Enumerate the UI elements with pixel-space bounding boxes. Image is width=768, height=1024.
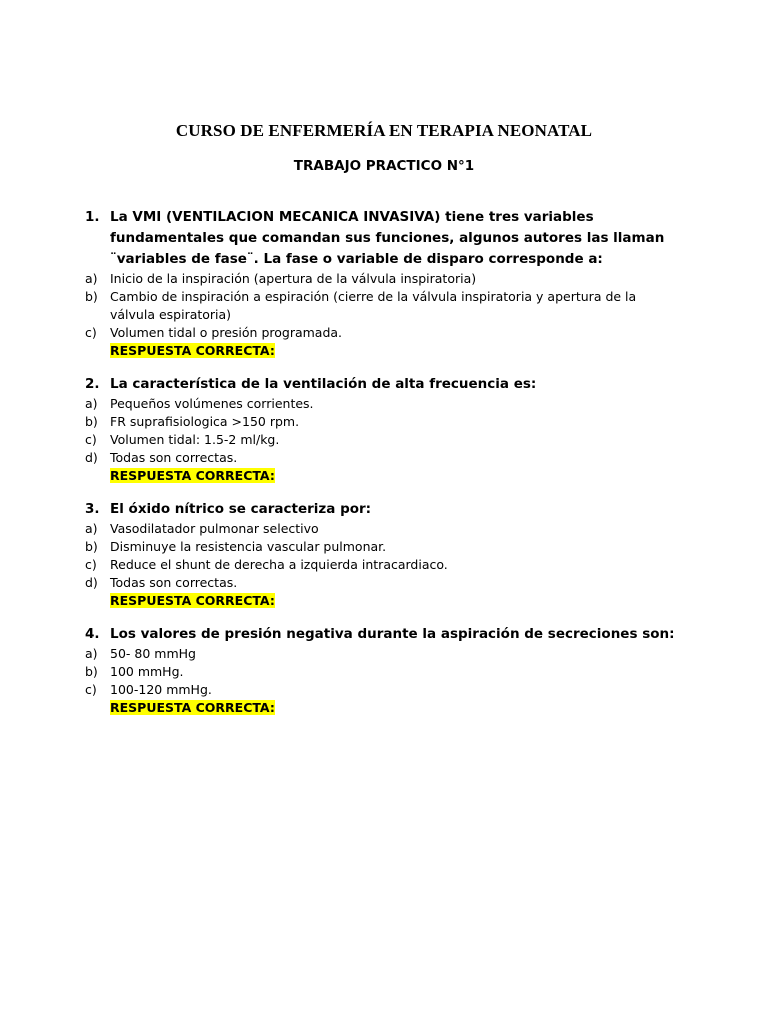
- option-text: Vasodilatador pulmonar selectivo: [110, 521, 319, 536]
- option-item: [85, 431, 685, 449]
- option-text: Todas son correctas.: [110, 575, 238, 590]
- option-text: Cambio de inspiración a espiración (cierre de la válvula inspiratoria y apertura de la válvula espiratoria): [110, 289, 637, 322]
- option-letter: b): [85, 664, 98, 679]
- option-item: [85, 288, 685, 324]
- option-text: 100 mmHg.: [110, 664, 184, 679]
- option-letter: a): [85, 396, 98, 411]
- option-letter: a): [85, 521, 98, 536]
- option-item: [85, 538, 685, 556]
- document-subtitle: TRABAJO PRACTICO N°1: [293, 158, 475, 174]
- correct-answer-label: RESPUESTA CORRECTA:: [110, 468, 275, 483]
- option-item: [85, 413, 685, 431]
- option-text: 50- 80 mmHg: [110, 646, 196, 661]
- question-1: [85, 207, 685, 360]
- option-text: Volumen tidal o presión programada.: [110, 325, 343, 340]
- answer-line: [85, 699, 685, 717]
- option-text: Volumen tidal: 1.5-2 ml/kg.: [110, 432, 280, 447]
- option-item: [85, 574, 685, 592]
- question-text: Los valores de presión negativa durante la aspiración de secreciones son:: [110, 626, 675, 642]
- option-letter: c): [85, 325, 97, 340]
- question-number: 2.: [85, 376, 100, 392]
- option-text: FR suprafisiologica >150 rpm.: [110, 414, 300, 429]
- question-heading: [85, 624, 685, 645]
- option-text: Reduce el shunt de derecha a izquierda intracardiaco.: [110, 557, 448, 572]
- question-number: 4.: [85, 626, 100, 642]
- question-heading: [85, 374, 685, 395]
- option-text: Pequeños volúmenes corrientes.: [110, 396, 314, 411]
- option-item: [85, 270, 685, 288]
- option-item: [85, 681, 685, 699]
- answer-line: [85, 342, 685, 360]
- option-letter: d): [85, 450, 98, 465]
- option-item: [85, 449, 685, 467]
- option-letter: a): [85, 646, 98, 661]
- option-text: Disminuye la resistencia vascular pulmonar.: [110, 539, 387, 554]
- option-letter: b): [85, 539, 98, 554]
- question-3: [85, 499, 685, 610]
- option-text: Inicio de la inspiración (apertura de la válvula inspiratoria): [110, 271, 477, 286]
- option-letter: c): [85, 682, 97, 697]
- option-list: [85, 395, 685, 467]
- option-list: [85, 270, 685, 342]
- option-item: [85, 324, 685, 342]
- question-number: 3.: [85, 501, 100, 517]
- answer-line: [85, 592, 685, 610]
- answer-line: [85, 467, 685, 485]
- question-number: 1.: [85, 209, 100, 225]
- option-list: [85, 645, 685, 699]
- option-text: 100-120 mmHg.: [110, 682, 212, 697]
- question-4: [85, 624, 685, 717]
- correct-answer-label: RESPUESTA CORRECTA:: [110, 343, 275, 358]
- option-letter: d): [85, 575, 98, 590]
- option-letter: c): [85, 432, 97, 447]
- option-letter: a): [85, 271, 98, 286]
- question-text: El óxido nítrico se caracteriza por:: [110, 501, 372, 517]
- option-letter: b): [85, 414, 98, 429]
- option-item: [85, 556, 685, 574]
- question-list: [85, 207, 685, 731]
- question-text: La característica de la ventilación de alta frecuencia es:: [110, 376, 537, 392]
- correct-answer-label: RESPUESTA CORRECTA:: [110, 593, 275, 608]
- option-list: [85, 520, 685, 592]
- option-item: [85, 645, 685, 663]
- correct-answer-label: RESPUESTA CORRECTA:: [110, 700, 275, 715]
- question-2: [85, 374, 685, 485]
- question-heading: [85, 499, 685, 520]
- option-item: [85, 395, 685, 413]
- option-item: [85, 663, 685, 681]
- option-item: [85, 520, 685, 538]
- option-letter: c): [85, 557, 97, 572]
- question-text: La VMI (VENTILACION MECANICA INVASIVA) tiene tres variables fundamentales que comandan sus funciones, algunos autores las llaman ¨variables de fase¨. La fase o variable de disparo corresponde a:: [110, 209, 665, 267]
- document-title: CURSO DE ENFERMERÍA EN TERAPIA NEONATAL: [175, 121, 593, 140]
- question-heading: [85, 207, 685, 270]
- option-letter: b): [85, 289, 98, 304]
- option-text: Todas son correctas.: [110, 450, 238, 465]
